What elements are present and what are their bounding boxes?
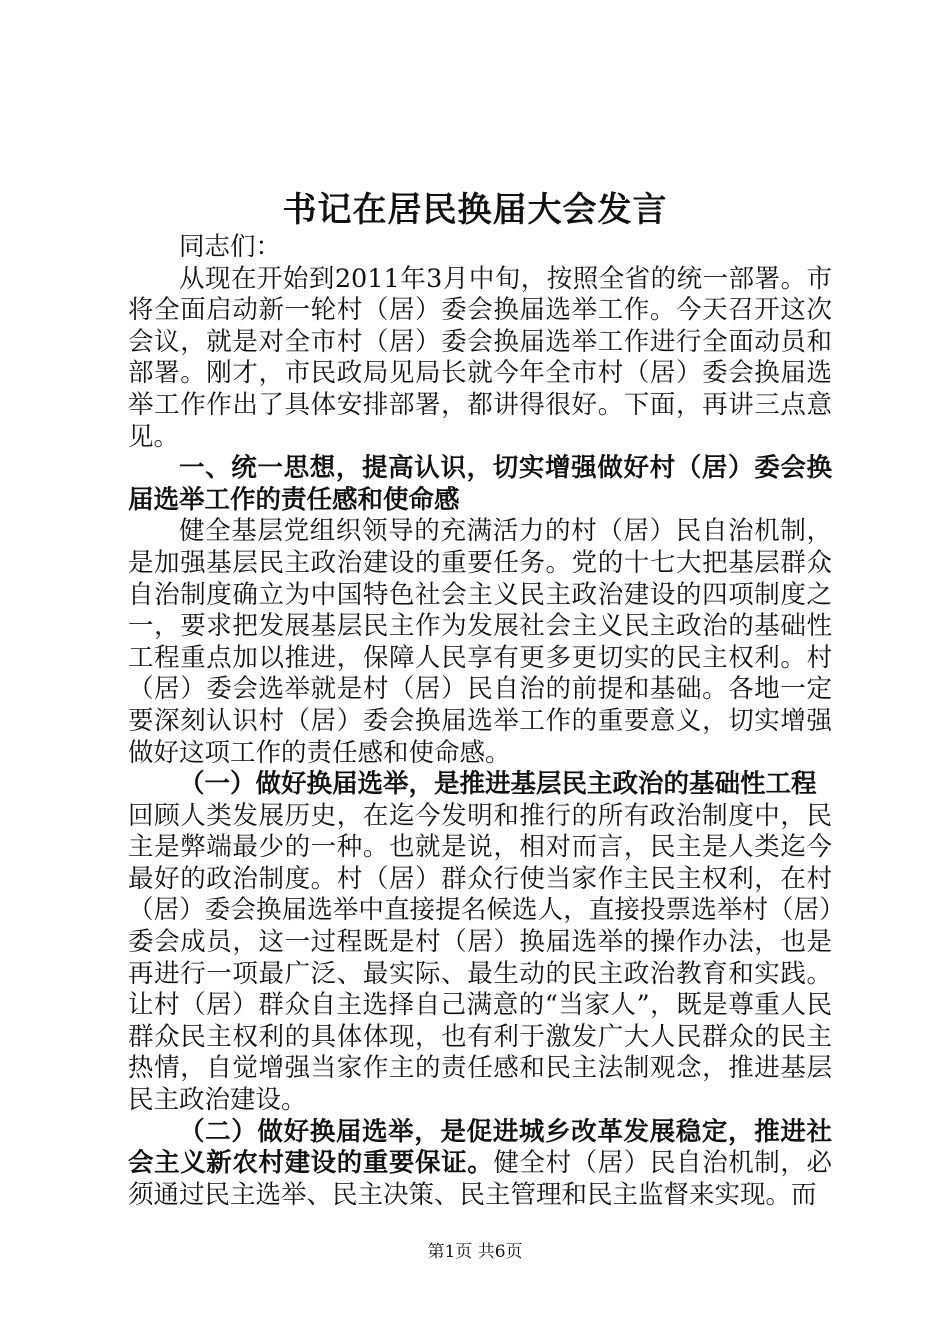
subsection-1-heading: （一）做好换届选举，是推进基层民主政治的基础性工程 — [179, 769, 817, 800]
salutation: 同志们： — [179, 232, 282, 262]
intro-paragraph: 从现在开始到2011年3月中旬，按照全省的统一部署。市将全面启动新一轮村（居）委会换届选举工作。今天召开这次会议，就是对全市村（居）委会换届选举工作进行全面动员和部署。刚才，市民政局见局长就今年全市村（居）委会换届选举工作作出了具体安排部署，都讲得很好。下面，再讲三点意见。 — [128, 263, 832, 452]
document-title: 书记在居民换届大会发言 — [282, 190, 668, 230]
section-1-heading: 一、统一思想，提高认识，切实增强做好村（居）委会换届选举工作的责任感和使命感 — [128, 453, 832, 515]
subsection-2-heading: （二）做好换届选举，是促进城乡改革发展稳定，推进社会主义新农村建设的重要保证。 — [128, 1116, 832, 1179]
document-body — [128, 232, 832, 1211]
subsection-2-paragraph — [128, 1117, 832, 1212]
section-1-paragraph: 健全基层党组织领导的充满活力的村（居）民自治机制，是加强基层民主政治建设的重要任务。党的十七大把基层群众自治制度确立为中国特色社会主义民主政治建设的四项制度之一，要求把发展基层民主作为发展社会主义民主政治的基础性工程重点加以推进，保障人民享有更多更切实的民主权利。村（居）委会选举就是村（居）民自治的前提和基础。各地一定要深刻认识村（居）委会换届选举工作的重要意义，切实增强做好这项工作的责任感和使命感。 — [128, 516, 832, 768]
subsection-1-paragraph: 回顾人类发展历史，在迄今发明和推行的所有政治制度中，民主是弊端最少的一种。也就是说，相对而言，民主是人类迄今最好的政治制度。村（居）群众行使当家作主民主权利，在村（居）委会换届选举中直接提名候选人，直接投票选举村（居）委会成员，这一过程既是村（居）换届选举的操作办法，也是再进行一项最广泛、最实际、最生动的民主政治教育和实践。让村（居）群众自主选择自己满意的“当家人”，既是尊重人民群众民主权利的具体体现，也有利于激发广大人民群众的民主热情，自觉增强当家作主的责任感和民主法制观念，推进基层民主政治建设。 — [128, 800, 832, 1116]
page-footer: 第1页 共6页 — [427, 1242, 523, 1262]
subsection-2-body: 健全村（居）民自治机制，必须通过民主选举、民主决策、民主管理和民主监督来实现。而 — [128, 1148, 832, 1210]
